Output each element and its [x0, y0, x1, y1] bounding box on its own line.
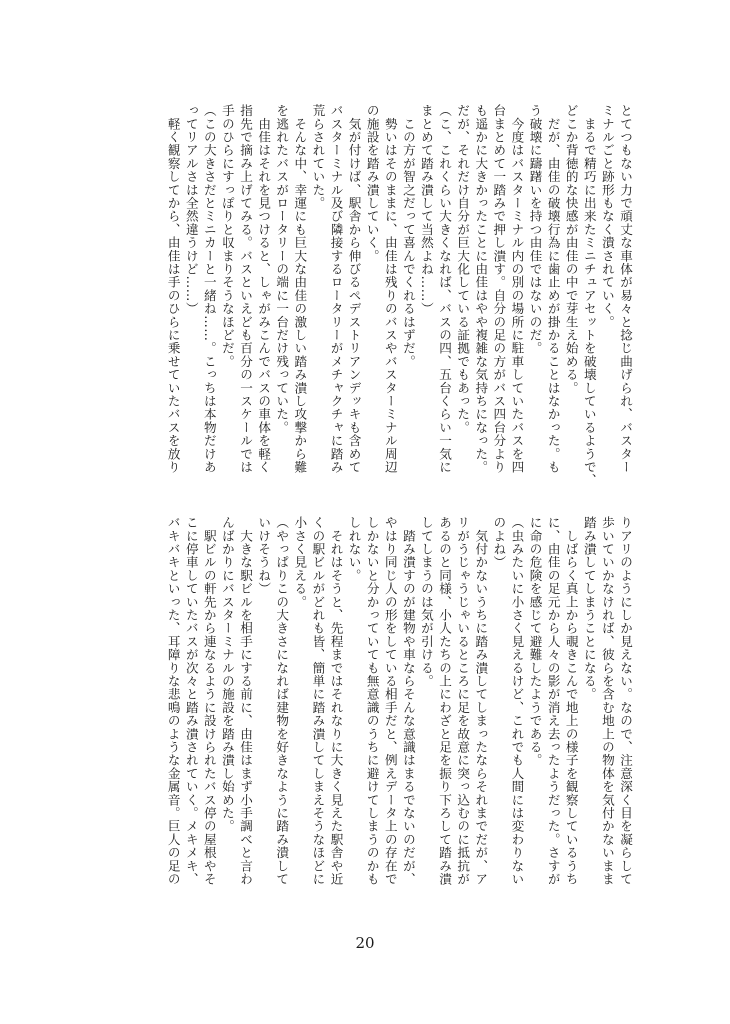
text-line: だが、由佳の破壊行為に歯止めが掛かることはなかった。も: [545, 104, 561, 474]
text-line: まとめて踏み潰して当然よね……）: [418, 104, 434, 316]
text-line: んばかりにバスターミナルの施設を踏み潰し始めた。: [219, 516, 235, 833]
text-line: 大きな駅ビルを相手にする前に、由佳はまず小手調べと言わ: [238, 516, 254, 886]
text-line: くの駅ビルがどれも皆、簡単に踏み潰してしまえそうなほどに: [310, 516, 326, 886]
page-number: 20: [355, 934, 375, 952]
text-line: 勢いはそのままに、由佳は残りのバスやバスターミナル周辺: [382, 104, 398, 474]
text-line: 気付かないうちに踏み潰してしまったならそれまでだが、ア: [473, 516, 489, 886]
text-line: （こ、これくらい大きくなれば、バスの四、五台くらい一気に: [437, 104, 453, 474]
text-line: を逃れたバスがロータリーの端に一台だけ残っていた。: [274, 104, 290, 434]
text-line: しれない。: [346, 516, 362, 582]
text-line: 小さく見える。: [292, 516, 308, 609]
text-line: バスターミナル及び隣接するロータリーがメチャクチャに踏み: [328, 104, 344, 474]
text-line: 指先で摘み上げてみる。バスといえども百分の一スケールでは: [238, 104, 254, 474]
text-line: 駅ビルの軒先から連なるように設けられたバス停の屋根やそ: [201, 516, 217, 886]
text-line: それはそうと、先程まではそれなりに大きく見えた駅舎や近: [328, 516, 344, 886]
text-line: 気が付けば、駅舎から伸びるペデストリアンデッキも含めて: [346, 104, 362, 474]
text-line: （虫みたいに小さく見えるけど、これでも人間には変わりない: [509, 516, 525, 886]
text-block-upper: [164, 104, 634, 494]
text-line: 手のひらにすっぽりと収まりそうなほどだ。: [219, 104, 235, 368]
text-line: のよね）: [491, 516, 507, 569]
text-line: しばらく真上から覗きこんで地上の様子を観察しているうち: [563, 516, 579, 886]
text-line: に、由佳の足元から人々の影が消え去ったようだった。さすが: [545, 516, 561, 886]
text-line: の施設を踏み潰していく。: [364, 104, 380, 263]
text-line: まるで精巧に出来たミニチュアセットを破壊しているようで、: [581, 104, 597, 487]
text-line: どこか背徳的な快感が由佳の中で芽生え始める。: [563, 104, 579, 395]
text-line: に命の危険を感じて避難したようである。: [527, 516, 543, 767]
text-line: とてつもない力で頑丈な車体が易々と捻じ曲げられ、バスター: [618, 104, 633, 474]
text-line: だが、それだけ自分が巨大化している証拠でもあった。: [455, 104, 471, 434]
text-line: やはり同じ人の形をしている相手だと、例えデータ上の存在で: [382, 516, 398, 886]
text-line: （やっぱりこの大きさになれば建物を好きなように踏み潰して: [274, 516, 290, 886]
text-line: （この大きさだとミニカーと一緒ね……。こっちは本物だけあ: [201, 104, 217, 474]
text-line: 台まとめて一踏みで押し潰す。自分の足の方がバス四台分より: [491, 104, 507, 474]
text-line: りアリのようにしか見えない。なので、注意深く目を凝らして: [618, 516, 633, 886]
text-line: 荒らされていた。: [310, 104, 326, 210]
text-line: しかないと分かっていても無意識のうちに避けてしまうのかも: [364, 516, 380, 886]
text-line: ってリアルさは全然違うけど……）: [183, 104, 199, 316]
text-line: 歩いていかなければ、彼らを含む地上の物体を気付かないまま: [599, 516, 615, 886]
text-line: 踏み潰すのが建物や車ならそんな意識はまるでないのだが、: [400, 516, 416, 886]
text-line: 軽く観察してから、由佳は手のひらに乗せていたバスを放り: [165, 104, 181, 474]
text-line: そんな中、幸運にも巨大な由佳の激しい踏み潰し攻撃から難: [292, 104, 308, 474]
text-line: 踏み潰してしまうことになる。: [581, 516, 597, 701]
text-line: 由佳はそれを見つけると、しゃがみこんでバスの車体を軽く: [256, 104, 272, 474]
text-line: も遥かに大きかったことに由佳はやや複雑な気持ちになった。: [473, 104, 489, 474]
text-line: ミナルごと跡形もなく潰されていく。: [599, 104, 615, 329]
text-line: リがうじゃうじゃいるところに足を故意に突っ込むのに抵抗が: [455, 516, 471, 886]
text-line: バキバキといった、耳障りな悲鳴のような金属音。巨人の足の: [165, 516, 181, 886]
text-line: してしまうのは気が引ける。: [418, 516, 434, 688]
text-line: いけそうね）: [256, 516, 272, 596]
text-block-lower: [164, 516, 634, 906]
text-line: あるのと同様、小人たちの上にわざと足を振り下ろして踏み潰: [437, 516, 453, 886]
text-line: 今度はバスターミナル内の別の場所に駐車していたバスを四: [509, 104, 525, 474]
text-line: う破壊に躊躇いを持つ由佳ではないのだ。: [527, 104, 543, 355]
text-line: この方が智之だって喜んでくれるはずだ。: [400, 104, 416, 368]
text-line: こに停車していたバスが次々と踏み潰されていく。メキメキ、: [183, 516, 199, 886]
